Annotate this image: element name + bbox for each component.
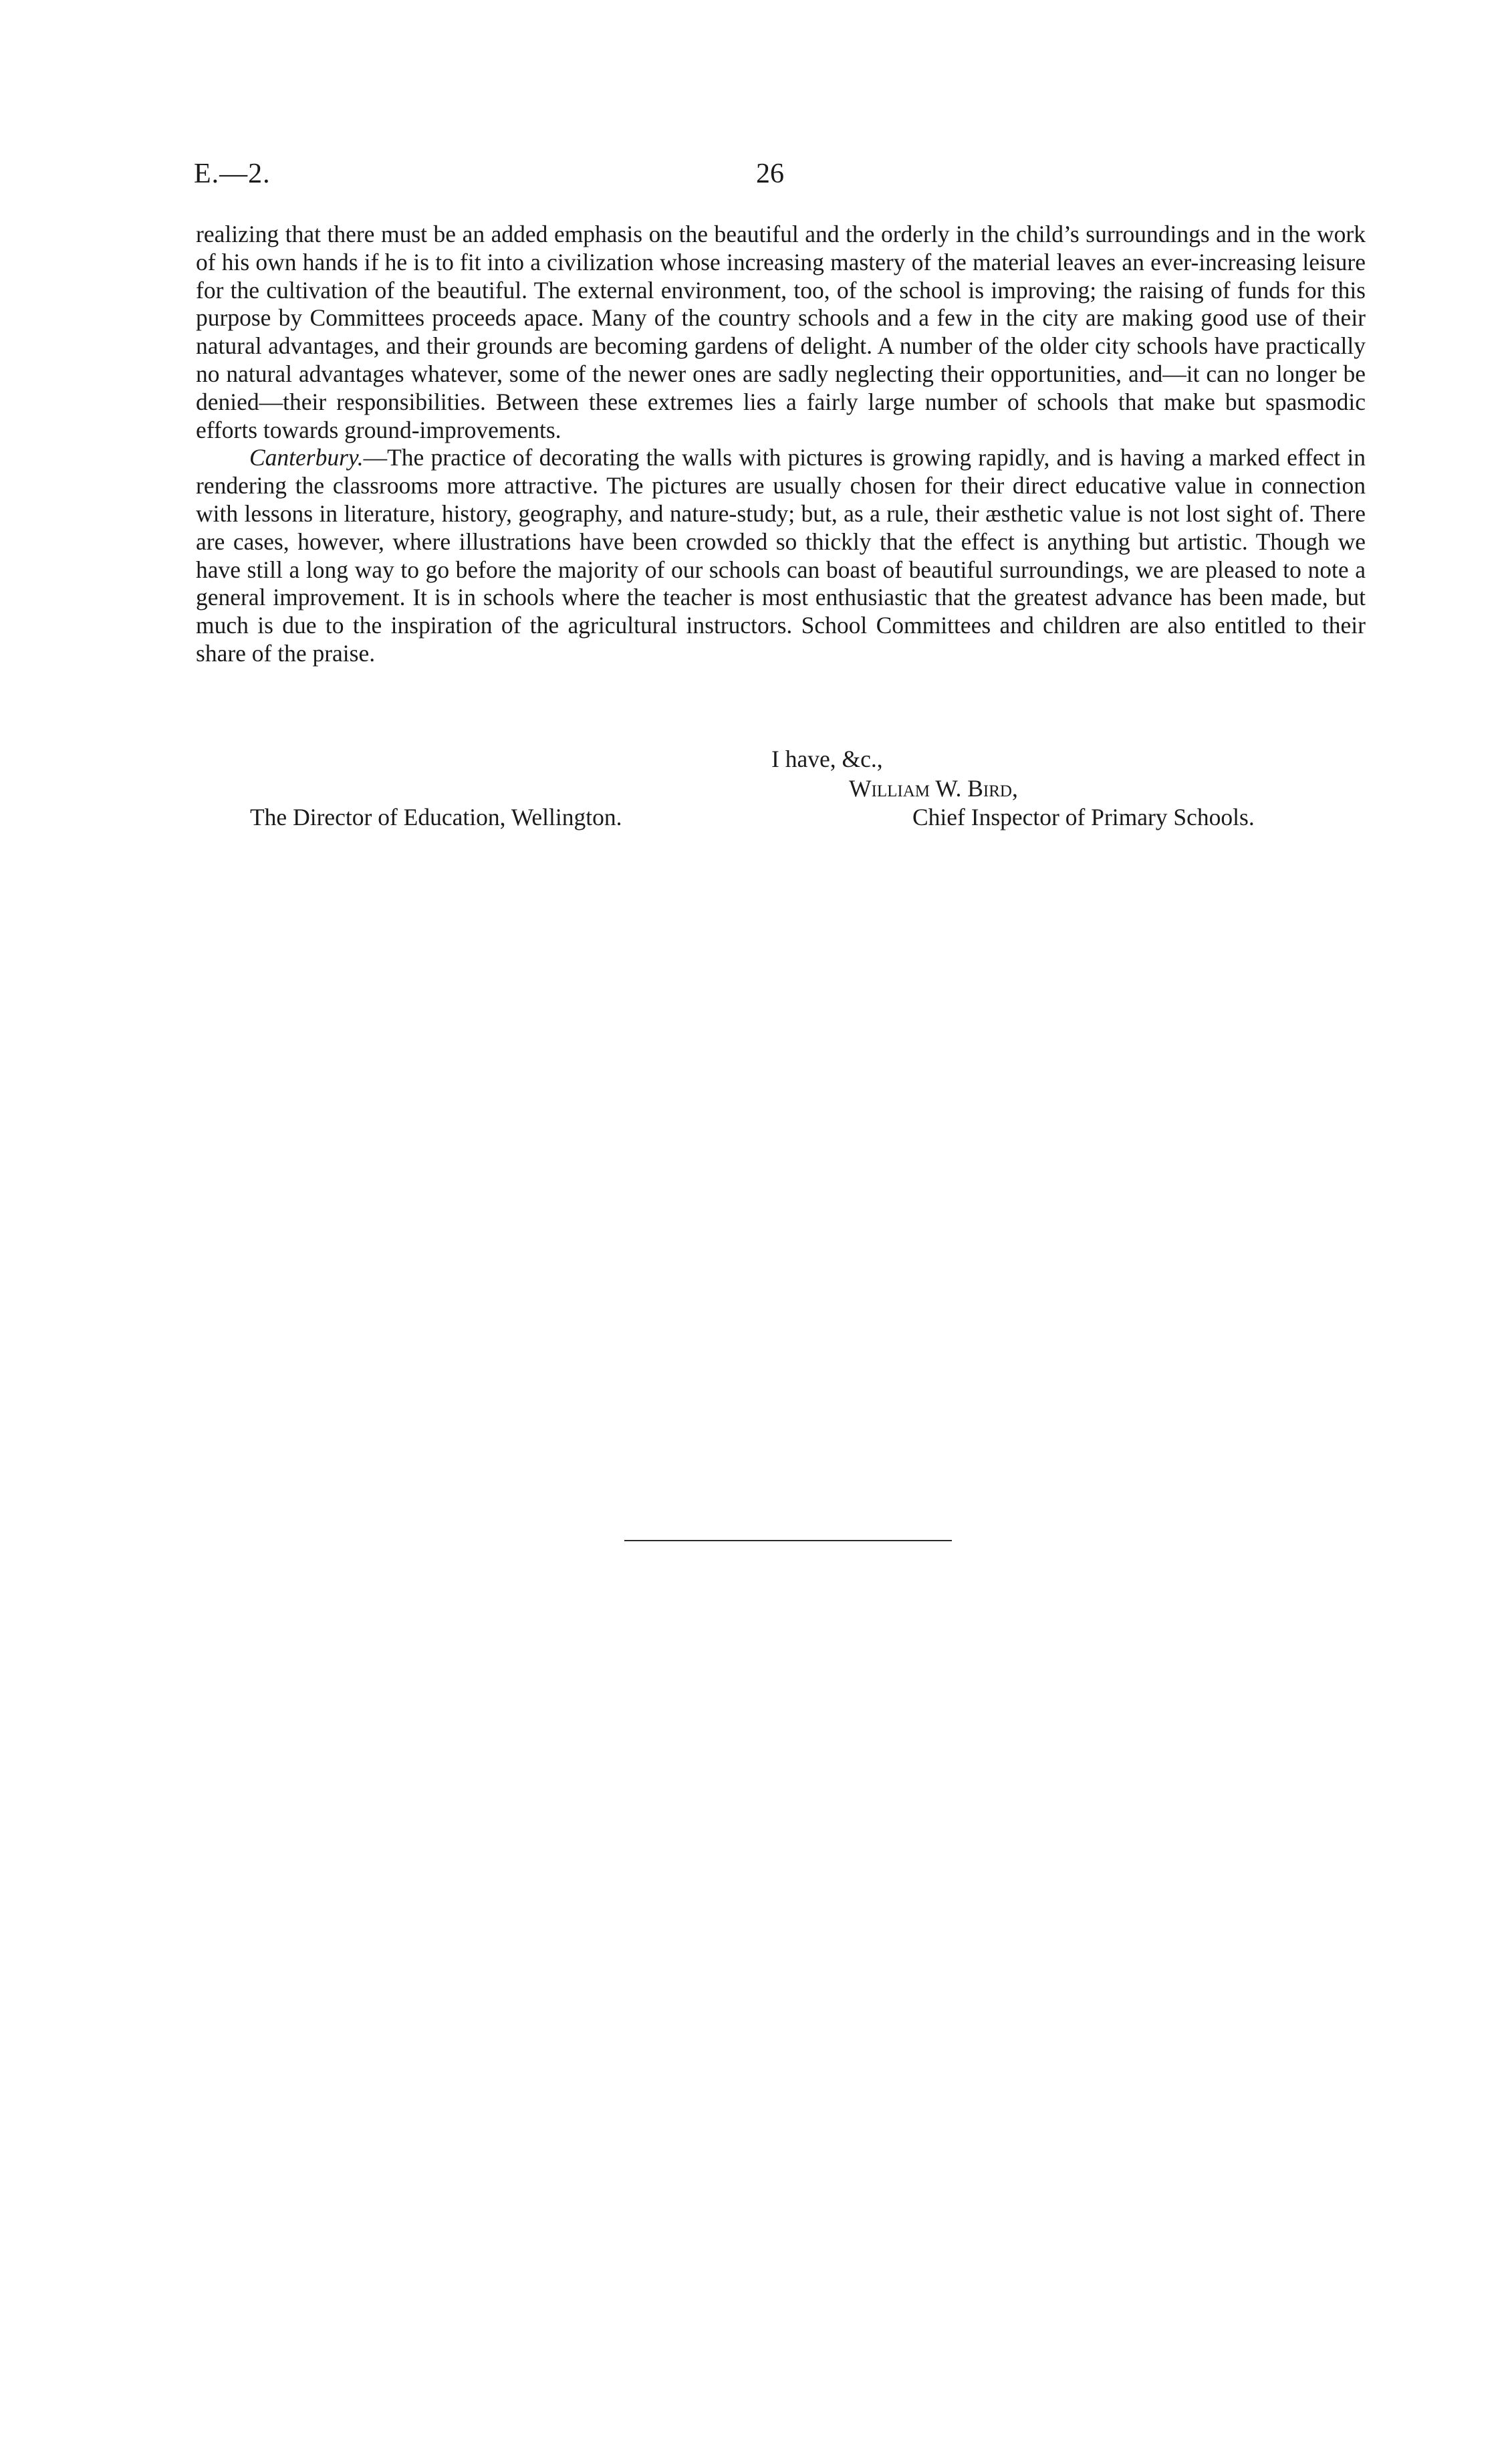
signatory-title: Chief Inspector of Primary Schools. [912, 804, 1255, 830]
signatory-name-text: William W. Bird, [849, 775, 1018, 802]
page-number: 26 [756, 158, 784, 189]
report-body [196, 221, 1366, 668]
letter-closing: I have, &c., [771, 746, 883, 772]
letter-addressee: The Director of Education, Wellington. [250, 804, 622, 830]
document-reference: E.—2. [194, 158, 271, 189]
district-name-canterbury: Canterbury. [249, 444, 364, 471]
paragraph-canterbury-text: —The practice of decorating the walls with pictures is growing rapidly, and is having a marked effect in rendering the classrooms more attractive. The pictures are usually chosen for their direct educative value in connection with lessons in literature, history, geography, and nature-study; but, as a rule, their æsthetic value is not lost sight of. There are cases, however, where illustrations have been crowded so thickly that the effect is anything but artistic. Though we have still a long way to go before the majority of our schools can boast of beautiful surroundings, we are pleased to note a general improvement. It is in schools where the teacher is most enthusiastic that the greatest advance has been made, but much is due to the inspiration of the agricultural instructors. School Committees and children are also entitled to their share of the praise. [196, 444, 1366, 667]
section-divider-rule [624, 1540, 952, 1541]
paragraph-ground-improvements: realizing that there must be an added emphasis on the beautiful and the orderly in the child’s surroundings and in the work of his own hands if he is to fit into a civilization whose increasing mastery of the material leaves an ever-increasing leisure for the cultivation of the beautiful. The external environment, too, of the school is improving; the raising of funds for this purpose by Committees proceeds apace. Many of the country schools and a few in the city are making good use of their natural advantages, and their grounds are becoming gardens of delight. A number of the older city schools have practically no natural advantages whatever, some of the newer ones are sadly neglecting their opportunities, and—it can no longer be denied—their responsibilities. Between these extremes lies a fairly large number of schools that make but spasmodic efforts towards ground-improvements. [196, 221, 1366, 443]
page-header [194, 158, 1364, 198]
signatory-name [849, 774, 1018, 802]
paragraph-canterbury [196, 444, 1366, 667]
